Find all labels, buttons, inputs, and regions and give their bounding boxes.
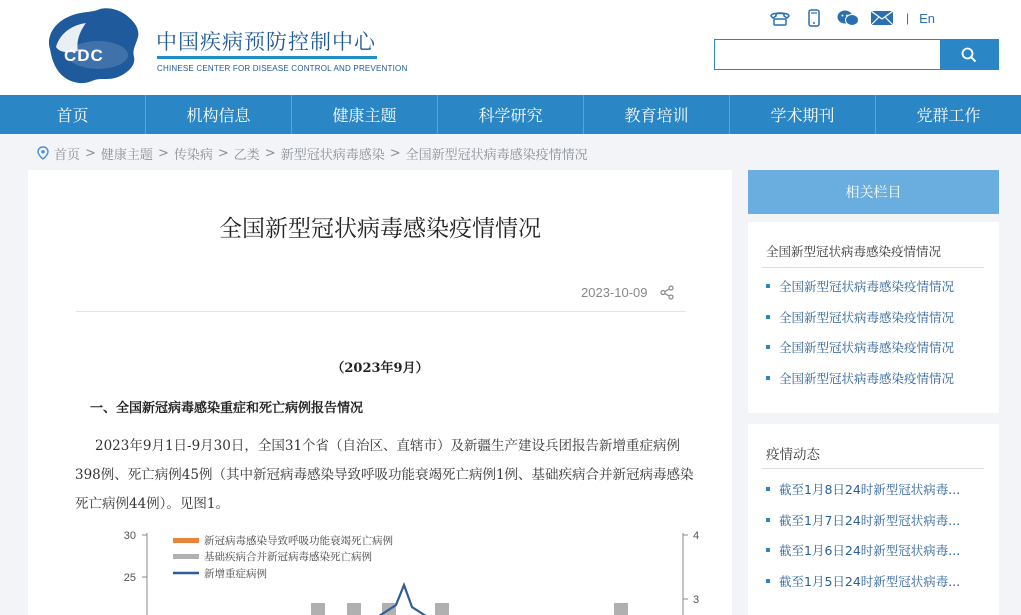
bullet-icon	[766, 376, 770, 380]
nav-home[interactable]: 首页	[0, 95, 146, 134]
epidemic-news-title: 疫情动态	[766, 447, 820, 463]
breadcrumb-separator: >	[389, 145, 401, 161]
location-pin-icon	[37, 146, 49, 160]
figure-1-chart	[56, 525, 716, 615]
breadcrumb-covid[interactable]: 新型冠状病毒感染	[280, 147, 385, 163]
news-item[interactable]	[766, 535, 960, 566]
severe-cases-line	[216, 585, 616, 615]
related-list	[766, 271, 954, 393]
news-divider	[762, 468, 984, 469]
search-box	[714, 39, 999, 70]
news-item[interactable]	[766, 566, 960, 597]
right-tick-label-4: 4	[693, 530, 700, 542]
logo-divider	[157, 56, 377, 59]
related-item[interactable]	[766, 332, 954, 363]
news-item[interactable]	[766, 505, 960, 536]
nav-health-topics[interactable]: 健康主题	[292, 95, 438, 134]
breadcrumb-separator: >	[217, 145, 229, 161]
breadcrumb-class-b[interactable]: 乙类	[233, 147, 260, 163]
left-tick-label-25: 25	[123, 572, 136, 584]
breadcrumb-health-topics[interactable]: 健康主题	[100, 147, 153, 163]
nav-org-info[interactable]: 机构信息	[146, 95, 292, 134]
wechat-icon[interactable]	[836, 9, 860, 27]
article-panel	[28, 170, 732, 615]
breadcrumb-infectious[interactable]: 传染病	[173, 147, 213, 163]
news-item-label: 截至1月8日24时新型冠状病毒...	[779, 482, 961, 498]
article-meta	[581, 283, 674, 301]
chart-svg	[56, 525, 716, 615]
mail-icon[interactable]	[870, 9, 894, 27]
related-columns-box	[748, 222, 999, 413]
article-title: 全国新型冠状病毒感染疫情情况	[219, 216, 541, 242]
nav-research[interactable]: 科学研究	[438, 95, 584, 134]
bullet-icon	[766, 579, 770, 583]
site-header	[0, 0, 1021, 95]
news-item-label: 截至1月7日24时新型冠状病毒...	[779, 512, 961, 528]
breadcrumb-separator: >	[85, 145, 96, 161]
nav-education[interactable]: 教育培训	[584, 95, 730, 134]
main-nav	[0, 95, 1021, 134]
section-heading: 一、全国新冠病毒感染重症和死亡病例报告情况	[90, 401, 364, 416]
legend-label-respiratory: 新冠病毒感染导致呼吸功能衰竭死亡病例	[204, 535, 393, 547]
related-columns-header: 相关栏目	[748, 170, 999, 214]
legend-swatch-comorbidity	[173, 554, 199, 559]
related-divider	[762, 267, 984, 268]
phone-icon[interactable]	[768, 9, 792, 27]
nav-journals[interactable]: 学术期刊	[730, 95, 876, 134]
article-paragraph: 2023年9月1日-9月30日，全国31个省（自治区、直辖市）及新疆生产建设兵团报告新增重症病例398例、死亡病例45例（其中新冠病毒感染导致呼吸功能衰竭死亡病例1例、基础疾病合并新冠病毒感染死亡病例44例）。见图1。	[75, 438, 694, 512]
search-input[interactable]	[715, 40, 940, 69]
breadcrumb-current[interactable]: 全国新型冠状病毒感染疫情情况	[405, 147, 588, 163]
article-subtitle: （2023年9月）	[331, 361, 429, 376]
related-lead-link[interactable]: 全国新型冠状病毒感染疫情情况	[766, 244, 942, 259]
bar	[347, 603, 361, 615]
related-item[interactable]	[766, 302, 954, 333]
cdc-logo[interactable]	[42, 7, 144, 87]
right-tick-label-3: 3	[693, 594, 700, 606]
breadcrumb	[37, 143, 588, 163]
bullet-icon	[766, 518, 770, 522]
article-date: 2023-10-09	[581, 284, 648, 300]
legend-label-severe: 新增重症病例	[204, 568, 267, 580]
bullet-icon	[766, 548, 770, 552]
top-icon-bar	[768, 8, 935, 28]
lang-separator: |	[906, 11, 910, 25]
news-item[interactable]	[766, 474, 960, 505]
news-list	[766, 474, 960, 596]
bar	[614, 603, 628, 615]
epidemic-news-box	[748, 424, 999, 615]
bullet-icon	[766, 487, 770, 491]
left-tick-label-30: 30	[123, 530, 136, 542]
news-item-label: 截至1月5日24时新型冠状病毒...	[779, 573, 961, 589]
share-icon[interactable]	[660, 285, 674, 300]
legend-label-comorbidity: 基础疾病合并新冠病毒感染死亡病例	[204, 551, 372, 563]
article-divider	[76, 311, 686, 312]
related-item-label: 全国新型冠状病毒感染疫情情况	[779, 309, 955, 325]
related-item-label: 全国新型冠状病毒感染疫情情况	[779, 370, 955, 386]
breadcrumb-separator: >	[157, 145, 169, 161]
org-name-en: CHINESE CENTER FOR DISEASE CONTROL AND PREVENTION	[157, 64, 408, 73]
mobile-icon[interactable]	[802, 9, 826, 27]
search-button[interactable]	[940, 40, 998, 69]
logo-text: CDC	[64, 46, 104, 65]
bullet-icon	[766, 284, 770, 288]
lang-switch-en[interactable]: En	[919, 10, 936, 26]
bullet-icon	[766, 345, 770, 349]
related-item-label: 全国新型冠状病毒感染疫情情况	[779, 340, 955, 356]
search-icon	[961, 47, 977, 63]
related-item-label: 全国新型冠状病毒感染疫情情况	[779, 279, 955, 295]
breadcrumb-separator: >	[264, 145, 276, 161]
org-name-cn: 中国疾病预防控制中心	[156, 30, 376, 54]
nav-party-work[interactable]: 党群工作	[916, 106, 981, 125]
news-item-label: 截至1月6日24时新型冠状病毒...	[779, 543, 961, 559]
related-item[interactable]	[766, 271, 954, 302]
bullet-icon	[766, 315, 770, 319]
breadcrumb-home[interactable]: 首页	[54, 147, 81, 163]
bar	[435, 603, 449, 615]
related-item[interactable]	[766, 363, 954, 394]
legend-swatch-respiratory	[173, 538, 199, 543]
bar	[311, 603, 325, 615]
